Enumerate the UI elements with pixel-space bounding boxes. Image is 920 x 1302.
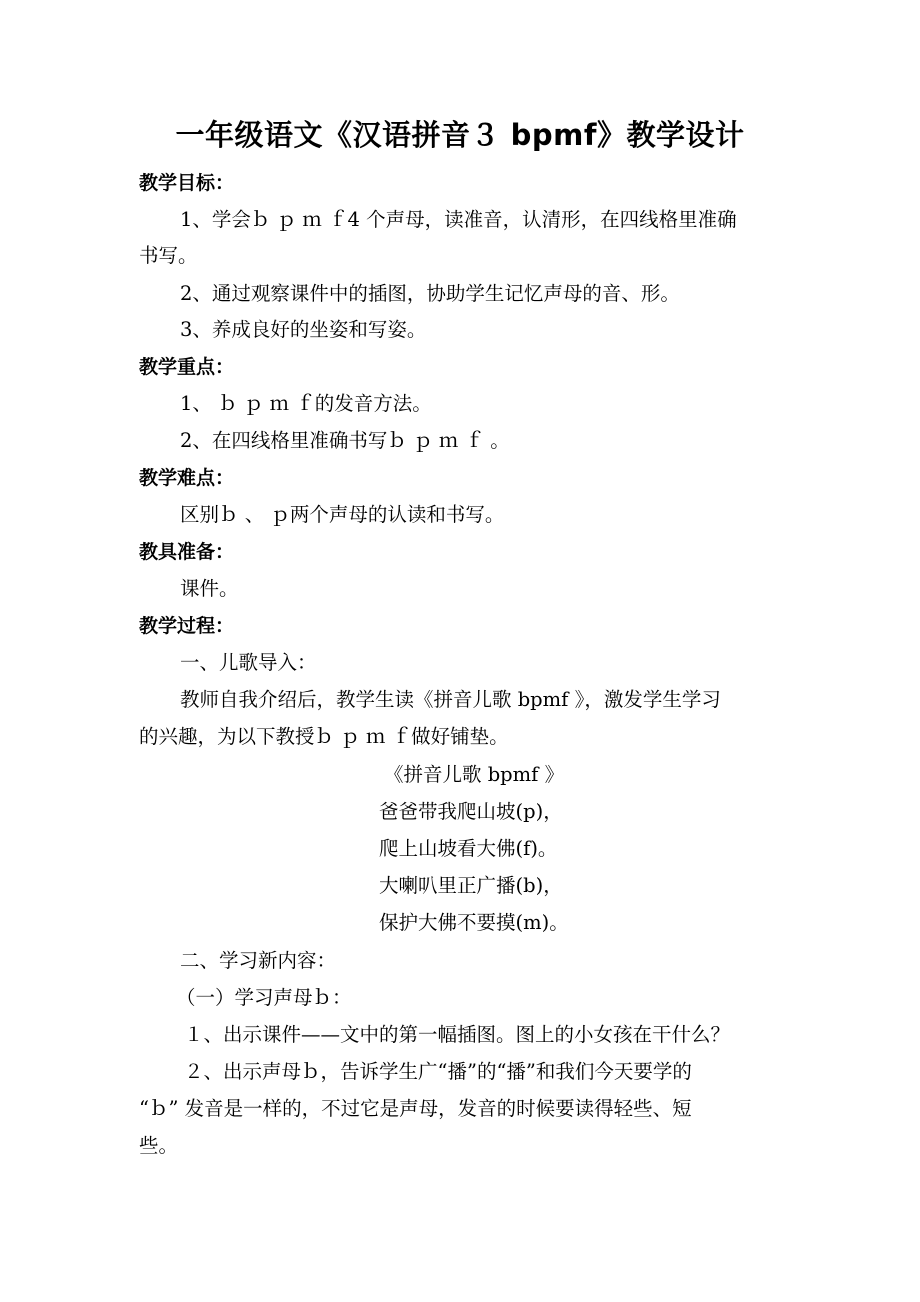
key-point-1: 1、 ｂ ｐ ｍ ｆ的发音方法。 <box>180 392 432 415</box>
step-1: １、出示课件——文中的第一幅插图。图上的小女孩在干什么？ <box>184 1023 731 1046</box>
objective-1-line-2: 书写。 <box>139 244 198 267</box>
objective-3: 3、养成良好的坐姿和写姿。 <box>180 318 427 341</box>
section-2-heading: 二、学习新内容： <box>180 949 337 972</box>
subsection-1-heading: （一）学习声母ｂ： <box>176 986 352 1009</box>
document-title: 一年级语文《汉语拼音３ bpmf》教学设计 <box>175 118 745 152</box>
poem-line-3: 大喇叭里正广播(b)， <box>379 874 563 897</box>
preparation-1: 课件。 <box>180 577 239 600</box>
section-1-heading: 一、儿歌导入： <box>180 651 317 674</box>
key-points-heading: 教学重点： <box>139 356 235 378</box>
difficulties-heading: 教学难点： <box>139 467 235 489</box>
poem-line-1: 爸爸带我爬山坡(p)， <box>379 800 563 823</box>
difficulty-1: 区别ｂ 、 ｐ两个声母的认读和书写。 <box>180 503 505 526</box>
key-point-2: 2、在四线格里准确书写ｂ ｐ ｍ ｆ 。 <box>180 429 510 452</box>
objective-2: 2、通过观察课件中的插图，协助学生记忆声母的音、形。 <box>180 282 680 305</box>
objective-1-line-1: 1、学会ｂ ｐ ｍ ｆ4 个声母，读准音，认清形，在四线格里准确 <box>180 208 737 231</box>
process-heading: 教学过程： <box>139 615 235 637</box>
poem-line-2: 爬上山坡看大佛(f)。 <box>379 837 558 860</box>
step-2-line-1: ２、出示声母ｂ，告诉学生广“播”的“播”和我们今天要学的 <box>184 1060 692 1083</box>
poem-title: 《拼音儿歌 bpmf 》 <box>384 763 565 786</box>
poem-line-4: 保护大佛不要摸(m)。 <box>379 911 569 934</box>
preparation-heading: 教具准备： <box>139 541 235 563</box>
step-2-line-2: “ｂ” 发音是一样的，不过它是声母，发音的时候要读得轻些、短 <box>139 1097 692 1120</box>
section-1-paragraph-line-1: 教师自我介绍后，教学生读《拼音儿歌 bpmf 》，激发学生学习 <box>180 688 721 711</box>
objectives-heading: 教学目标： <box>139 172 235 194</box>
step-2-line-3: 些。 <box>139 1134 179 1157</box>
section-1-paragraph-line-2: 的兴趣，为以下教授ｂ ｐ ｍ ｆ做好铺垫。 <box>139 725 509 748</box>
